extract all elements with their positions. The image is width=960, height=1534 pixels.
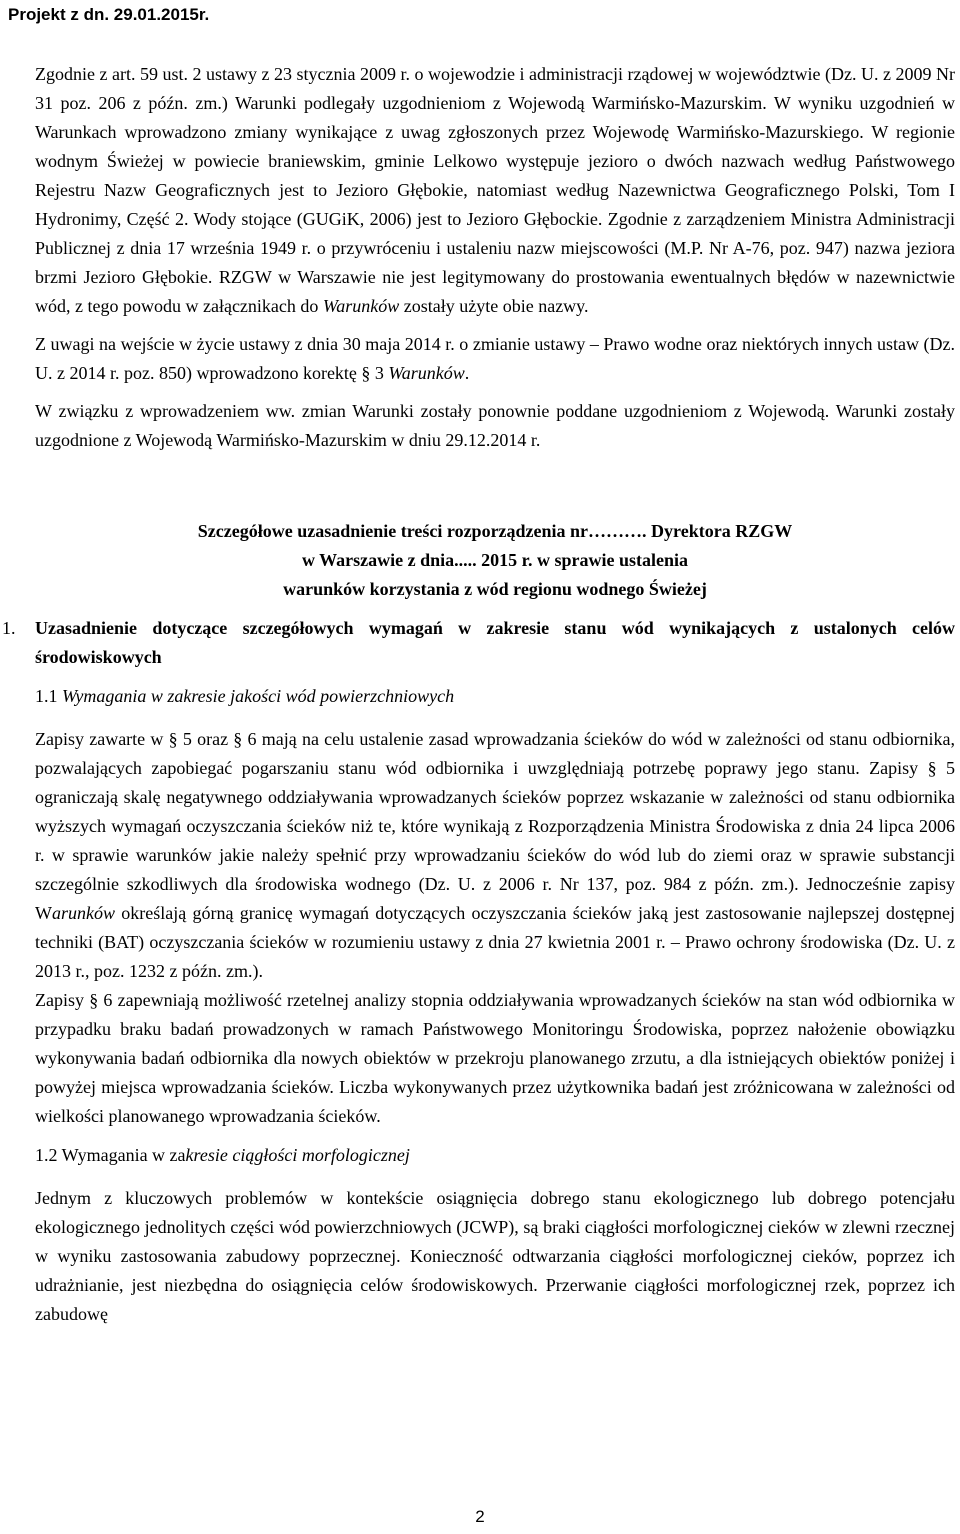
- paragraph-text: .: [464, 363, 470, 383]
- item-title: Uzasadnienie dotyczące szczegółowych wymagań w zakresie stanu wód wynikających z ustalonych celów środowiskowych: [35, 618, 955, 667]
- paragraph-text: określają górną granicę wymagań dotyczących oczyszczania ścieków jaką jest zastosowanie najlepszej dostępnej techniki (BAT) oczyszczania ścieków w rozumieniu ustawy z dnia 27 kwietnia 2001 r. – Prawo ochrony środowiska (Dz. U. z 2013 r., poz. 1232 z późn. zm.).: [35, 903, 955, 981]
- paragraph-subsection-1-2: Jednym z kluczowych problemów w kontekście osiągnięcia dobrego stanu ekologicznego lub dobrego potencjału ekologicznego jednolitych części wód powierzchniowych (JCWP), są braki ciągłości morfologicznej cieków w zlewni rzecznej w wyniku zastosowania zabudowy poprzecznej. Konieczność odtwarzania ciągłości morfologicznej cieków, poprzez ich udrażnianie, jest niezbędna do osiągnięcia celów środowiskowych. Przerwanie ciągłości morfologicznej rzek, poprzez ich zabudowę: [35, 1188, 955, 1324]
- heading-line: warunków korzystania z wód regionu wodnego Świeżej: [283, 579, 707, 599]
- paragraph-text: Zgodnie z art. 59 ust. 2 ustawy z 23 stycznia 2009 r. o wojewodzie i administracji rządowej w województwie (Dz. U. z 2009 Nr 31 poz. 206 z późn. zm.) Warunki podlegały uzgodnieniom z Wojewodą Warmińsko-Mazurskim. W wyniku uzgodnień w Warunkach wprowadzono zmiany wynikające z uwag zgłoszonych przez Wojewodę Warmińsko-Mazurskiego. W regionie wodnym Świeżej w powiecie braniewskim, gminie Lelkowo występuje jezioro o dwóch nazwach według Państwowego Rejestru Nazw Geograficznych jest to Jezioro Głębokie, natomiast według Nazewnictwa Geograficznego Polski, Tom I Hydronimy, Część 2. Wody stojące (GUGiK, 2006) jest to Jezioro Głębockie. Zgodnie z zarządzeniem Ministra Administracji Publicznej z dnia 17 września 1949 r. o przywróceniu i ustaleniu nazw miejscowości (M.P. Nr A-76, poz. 947) nazwa jeziora brzmi Jezioro Głębokie. RZGW w Warszawie nie jest legitymowany do prostowania ewentualnych błędów w nazewnictwie wód, z tego powodu w załącznikach do: [35, 64, 955, 316]
- subsection-title: Wymagania w zakresie jakości wód powierzchniowych: [62, 686, 455, 706]
- italic-term: Warunków: [388, 363, 465, 383]
- italic-term: arunków: [52, 903, 115, 923]
- page-number: 2: [475, 1507, 485, 1526]
- paragraph-text: Z uwagi na wejście w życie ustawy z dnia 30 maja 2014 r. o zmianie ustawy – Prawo wodne oraz niektórych innych ustaw (Dz. U. z 2014 r. poz. 850) wprowadzono korektę § 3: [35, 334, 955, 383]
- heading-line: w Warszawie z dnia..... 2015 r. w sprawie ustalenia: [301, 550, 688, 570]
- subsection-title: kresie ciągłości morfologicznej: [185, 1145, 410, 1165]
- section-heading: [35, 517, 955, 604]
- paragraph-text: zostały użyte obie nazwy.: [399, 296, 589, 316]
- paragraph-agreement: [35, 60, 955, 321]
- item-number: 1.: [2, 618, 16, 638]
- paragraph-subsection-1-1: [35, 725, 955, 986]
- numbered-item-1: [2, 614, 955, 672]
- italic-term: Warunków: [322, 296, 400, 316]
- paragraph-subsection-1-1-b: Zapisy § 6 zapewniają możliwość rzetelnej analizy stopnia oddziaływania wprowadzanych ścieków na stan wód odbiornika w przypadku braku badań prowadzonych w ramach Państwowego Monitoringu Środowiska, poprzez nałożenie obowiązku wykonywania badań odbiornika dla nowych obiektów w przekroju planowanego zrzutu, a dla istniejących obiektów poniżej i powyżej miejsca wprowadzania ścieków. Liczba wykonywanych przez użytkownika badań jest zróżnicowana w zależności od wielkości planowanego wprowadzania ścieków.: [35, 990, 955, 1126]
- paragraph-law-change: [35, 330, 955, 388]
- subsection-number: 1.2 Wymagania w za: [35, 1145, 186, 1165]
- subsection-1-1-title: [35, 682, 955, 711]
- heading-line: Szczegółowe uzasadnienie treści rozporządzenia nr………. Dyrektora RZGW: [197, 521, 793, 541]
- document-header: Projekt z dn. 29.01.2015r.: [8, 5, 210, 24]
- subsection-number: 1.1: [35, 686, 62, 706]
- paragraph-agreement-final: W związku z wprowadzeniem ww. zmian Warunki zostały ponownie poddane uzgodnieniom z Wojewodą. Warunki zostały uzgodnione z Wojewodą Warmińsko-Mazurskim w dniu 29.12.2014 r.: [35, 401, 955, 450]
- paragraph-text: Zapisy zawarte w § 5 oraz § 6 mają na celu ustalenie zasad wprowadzania ścieków do wód w zależności od stanu odbiornika, pozwalających zapobiegać pogarszaniu stanu wód odbiornika i uwzględniają potrzebę poprawy jego stanu. Zapisy § 5 ograniczają skalę negatywnego oddziaływania wprowadzanych ścieków poprzez wskazanie w zależności od stanu odbiornika wyższych wymagań oczyszczania ścieków niż te, które wynikają z Rozporządzenia Ministra Środowiska z dnia 24 lipca 2006 r. w sprawie warunków jakie należy spełnić przy wprowadzaniu ścieków do wód lub do ziemi oraz w sprawie substancji szczególnie szkodliwych dla środowiska wodnego (Dz. U. z 2006 r. Nr 137, poz. 984 z późn. zm.). Jednocześnie zapisy W: [35, 729, 955, 923]
- document-body: [2, 60, 955, 1329]
- subsection-1-2-title: [35, 1141, 955, 1170]
